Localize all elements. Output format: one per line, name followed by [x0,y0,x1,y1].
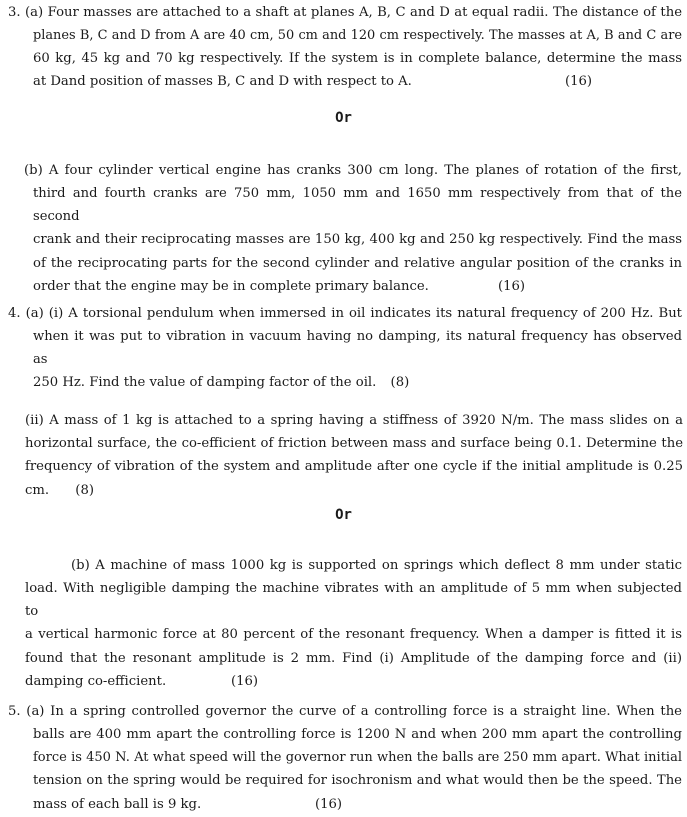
q3b-line-5-text: order that the engine may be in complete primary balance. [33,278,429,294]
question-4a-i [8,302,682,325]
question-4a-ii [25,409,683,502]
q4aii-line-1: (ii) A mass of 1 kg is attached to a spring having a stiffness of 3920 N/m. The mass slides on a [25,413,683,428]
q3b-line-3: crank and their reciprocating masses are 150 kg, 400 kg and 250 kg respectively. Find the mass [33,232,682,248]
q5a-line-5 [33,793,682,816]
question-5a-body [33,723,682,816]
q4b-line-3: a vertical harmonic force at 80 percent of the resonant frequency. When a damper is fitted it is [25,627,682,643]
q3b-line-1: (b) A four cylinder vertical engine has cranks 300 cm long. The planes of rotation of the first, [24,163,682,178]
q5a-line-1: 5. (a) In a spring controlled governor the curve of a controlling force is a straight line. When the [8,704,682,719]
question-4a-i-body [33,325,682,395]
q3a-line-3: 60 kg, 45 kg and 70 kg respectively. If the system is in complete balance, determine the mass [33,51,682,67]
q4ai-marks: (8) [390,375,410,391]
q4b-line-1: (b) A machine of mass 1000 kg is supported on springs which deflect 8 mm under static [71,558,682,573]
question-3b-body [33,182,682,298]
q3b-line-4: of the reciprocating parts for the second cylinder and relative angular position of the cranks in [33,255,682,271]
q4aii-line-3: frequency of vibration of the system and amplitude after one cycle if the initial amplitude is 0.25 [25,459,683,475]
or-divider-2: Or [335,507,352,523]
q5a-line-4: tension on the spring would be required for isochronism and what would then be the speed. The [33,773,682,789]
q4ai-line-3-text: 250 Hz. Find the value of damping factor of the oil. [33,375,377,391]
q5a-line-5-text: mass of each ball is 9 kg. [33,796,202,812]
q3b-line-2: third and fourth cranks are 750 mm, 1050 mm and 1650 mm respectively from that of the second [33,186,682,225]
question-3b [24,159,682,182]
q4ai-line-2: when it was put to vibration in vacuum having no damping, its natural frequency has observed as [33,329,682,368]
q3a-line-4 [33,70,682,93]
q4b-line-4: found that the resonant amplitude is 2 mm. Find (i) Amplitude of the damping force and (ii) [25,650,682,666]
q3a-line-2: planes B, C and D from A are 40 cm, 50 cm and 120 cm respectively. The masses at A, B and C are [33,28,682,43]
question-4b [71,554,682,577]
q3b-line-5 [33,275,682,298]
q3b-marks: (16) [498,278,526,294]
q5a-line-2: balls are 400 mm apart the controlling force is 1200 N and when 200 mm apart the controlling [33,727,682,742]
q5a-marks: (16) [315,796,343,812]
or-divider-1: Or [335,110,352,126]
q3a-line-1: 3. (a) Four masses are attached to a shaft at planes A, B, C and D at equal radii. The distance of the [8,5,682,20]
question-3a [8,1,682,24]
question-5a [8,700,682,723]
q3a-line-4-text: at Dand position of masses B, C and D with respect to A. [33,74,412,90]
q4aii-line-4-text: cm. [25,482,50,498]
q3a-marks: (16) [565,74,593,90]
q4b-line-2: load. With negligible damping the machine vibrates with an amplitude of 5 mm when subjected to [25,581,682,620]
q4ai-line-1: 4. (a) (i) A torsional pendulum when immersed in oil indicates its natural frequency of 200 Hz. But [8,306,682,321]
q4b-line-5 [25,670,682,693]
q4aii-marks: (8) [75,482,94,498]
q4aii-line-2: horizontal surface, the co-efficient of friction between mass and surface being 0.1. Determine the [25,436,683,452]
q4b-line-5-text: damping co-efficient. [25,673,167,689]
q4aii-line-4 [25,479,683,502]
q4ai-line-3 [33,371,682,394]
question-4b-body [25,577,682,693]
q4b-marks: (16) [231,673,259,689]
q5a-line-3: force is 450 N. At what speed will the governor run when the balls are 250 mm apart. What initial [33,750,682,766]
question-3a-body [33,24,682,94]
